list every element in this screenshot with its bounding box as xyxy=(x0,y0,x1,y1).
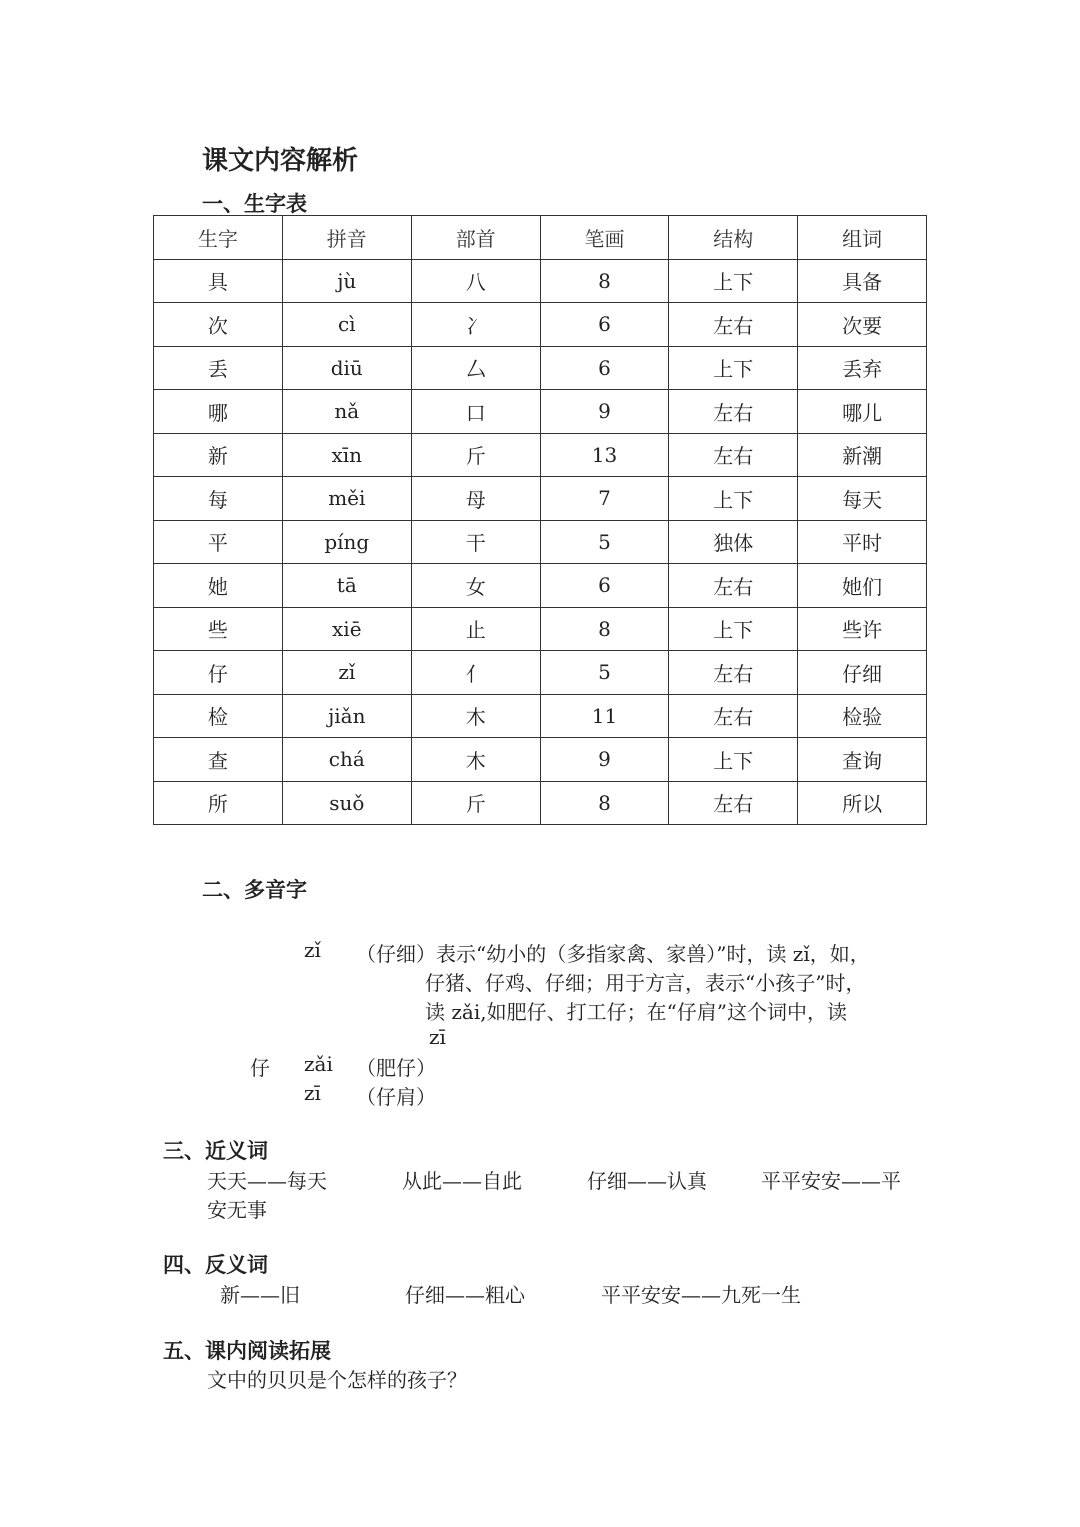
cell-word: 些许 xyxy=(798,607,927,651)
cell-word: 所以 xyxy=(798,781,927,825)
table-row xyxy=(154,651,927,695)
cell-structure: 左右 xyxy=(669,781,798,825)
polyphone-example: （肥仔） xyxy=(356,1056,436,1080)
polyphone-pinyin: zǎi xyxy=(304,1052,333,1076)
cell-word: 检验 xyxy=(798,694,927,738)
cell-word: 次要 xyxy=(798,303,927,347)
cell-word: 丢弃 xyxy=(798,346,927,390)
cell-character: 仔 xyxy=(154,651,283,695)
cell-strokes: 8 xyxy=(540,781,669,825)
cell-structure: 上下 xyxy=(669,346,798,390)
cell-word: 哪儿 xyxy=(798,390,927,434)
cell-character: 丢 xyxy=(154,346,283,390)
cell-radical: 木 xyxy=(411,738,540,782)
cell-structure: 左右 xyxy=(669,433,798,477)
cell-strokes: 8 xyxy=(540,607,669,651)
cell-pinyin: jù xyxy=(282,259,411,303)
table-row xyxy=(154,433,927,477)
table-row xyxy=(154,259,927,303)
cell-strokes: 5 xyxy=(540,651,669,695)
cell-pinyin: měi xyxy=(282,477,411,521)
table-row xyxy=(154,303,927,347)
cell-radical: 斤 xyxy=(411,781,540,825)
cell-character: 平 xyxy=(154,520,283,564)
table-row xyxy=(154,346,927,390)
cell-pinyin: tā xyxy=(282,564,411,608)
synonym-pair: 仔细——认真 xyxy=(587,1169,707,1193)
cell-pinyin: diū xyxy=(282,346,411,390)
column-header: 生字 xyxy=(154,216,283,260)
cell-pinyin: zǐ xyxy=(282,651,411,695)
cell-word: 查询 xyxy=(798,738,927,782)
synonym-pair: 平平安安——平 xyxy=(761,1169,901,1193)
cell-structure: 左右 xyxy=(669,564,798,608)
antonym-pair: 仔细——粗心 xyxy=(405,1283,525,1307)
cell-character: 新 xyxy=(154,433,283,477)
cell-character: 检 xyxy=(154,694,283,738)
cell-radical: 母 xyxy=(411,477,540,521)
cell-structure: 上下 xyxy=(669,607,798,651)
cell-strokes: 13 xyxy=(540,433,669,477)
table-row xyxy=(154,564,927,608)
cell-pinyin: jiǎn xyxy=(282,694,411,738)
cell-structure: 左右 xyxy=(669,303,798,347)
cell-character: 所 xyxy=(154,781,283,825)
cell-character: 她 xyxy=(154,564,283,608)
table-row xyxy=(154,390,927,434)
cell-radical: 厶 xyxy=(411,346,540,390)
cell-radical: 亻 xyxy=(411,651,540,695)
cell-pinyin: xiē xyxy=(282,607,411,651)
cell-word: 每天 xyxy=(798,477,927,521)
table-row xyxy=(154,738,927,782)
cell-word: 新潮 xyxy=(798,433,927,477)
cell-radical: 干 xyxy=(411,520,540,564)
cell-word: 她们 xyxy=(798,564,927,608)
section-heading-antonyms: 四、反义词 xyxy=(163,1253,268,1277)
cell-strokes: 8 xyxy=(540,259,669,303)
cell-radical: 冫 xyxy=(411,303,540,347)
antonym-pair: 新——旧 xyxy=(220,1283,300,1307)
cell-pinyin: xīn xyxy=(282,433,411,477)
cell-radical: 口 xyxy=(411,390,540,434)
polyphone-explanation-line: 仔猪、仔鸡、仔细；用于方言，表示“小孩子”时， xyxy=(425,971,866,995)
cell-strokes: 6 xyxy=(540,346,669,390)
cell-structure: 上下 xyxy=(669,259,798,303)
cell-radical: 木 xyxy=(411,694,540,738)
polyphone-example: （仔肩） xyxy=(356,1085,436,1109)
section-heading-reading-extension: 五、课内阅读拓展 xyxy=(163,1339,331,1363)
cell-structure: 左右 xyxy=(669,651,798,695)
polyphone-explanation-line: 读 zǎi,如肥仔、打工仔；在“仔肩”这个词中，读 xyxy=(425,1000,848,1024)
cell-character: 次 xyxy=(154,303,283,347)
cell-strokes: 6 xyxy=(540,303,669,347)
polyphone-explanation-line: zī xyxy=(429,1025,446,1049)
cell-radical: 女 xyxy=(411,564,540,608)
table-header-row xyxy=(154,216,927,260)
cell-character: 具 xyxy=(154,259,283,303)
cell-pinyin: chá xyxy=(282,738,411,782)
page-title: 课文内容解析 xyxy=(202,146,359,176)
cell-pinyin: suǒ xyxy=(282,781,411,825)
cell-strokes: 9 xyxy=(540,390,669,434)
column-header: 笔画 xyxy=(540,216,669,260)
polyphone-explanation: （仔细）表示“幼小的（多指家禽、家兽）”时，读 zǐ，如， xyxy=(356,942,870,966)
table-row xyxy=(154,520,927,564)
polyphone-pinyin: zī xyxy=(304,1081,321,1105)
polyphone-pinyin: zǐ xyxy=(304,938,321,962)
cell-radical: 斤 xyxy=(411,433,540,477)
cell-structure: 上下 xyxy=(669,738,798,782)
cell-word: 平时 xyxy=(798,520,927,564)
section-heading-polyphones: 二、多音字 xyxy=(202,878,307,902)
cell-word: 具备 xyxy=(798,259,927,303)
column-header: 结构 xyxy=(669,216,798,260)
synonym-pair: 从此——自此 xyxy=(402,1169,522,1193)
column-header: 组词 xyxy=(798,216,927,260)
synonym-pair-continued: 安无事 xyxy=(207,1198,267,1222)
cell-strokes: 6 xyxy=(540,564,669,608)
polyphone-character: 仔 xyxy=(250,1056,270,1080)
table-row xyxy=(154,477,927,521)
section-heading-new-characters: 一、生字表 xyxy=(202,192,307,216)
cell-strokes: 11 xyxy=(540,694,669,738)
cell-word: 仔细 xyxy=(798,651,927,695)
table-row xyxy=(154,607,927,651)
cell-strokes: 9 xyxy=(540,738,669,782)
section-heading-synonyms: 三、近义词 xyxy=(163,1139,268,1163)
cell-structure: 上下 xyxy=(669,477,798,521)
column-header: 部首 xyxy=(411,216,540,260)
cell-structure: 独体 xyxy=(669,520,798,564)
column-header: 拼音 xyxy=(282,216,411,260)
synonym-pair: 天天——每天 xyxy=(207,1169,327,1193)
cell-strokes: 5 xyxy=(540,520,669,564)
antonym-pair: 平平安安——九死一生 xyxy=(601,1283,801,1307)
cell-pinyin: cì xyxy=(282,303,411,347)
table-row xyxy=(154,781,927,825)
cell-character: 每 xyxy=(154,477,283,521)
cell-structure: 左右 xyxy=(669,390,798,434)
table-row xyxy=(154,694,927,738)
reading-question: 文中的贝贝是个怎样的孩子？ xyxy=(207,1368,467,1392)
cell-character: 哪 xyxy=(154,390,283,434)
cell-structure: 左右 xyxy=(669,694,798,738)
cell-character: 些 xyxy=(154,607,283,651)
cell-strokes: 7 xyxy=(540,477,669,521)
cell-pinyin: nǎ xyxy=(282,390,411,434)
cell-character: 查 xyxy=(154,738,283,782)
cell-pinyin: píng xyxy=(282,520,411,564)
character-table xyxy=(153,215,927,825)
cell-radical: 止 xyxy=(411,607,540,651)
cell-radical: 八 xyxy=(411,259,540,303)
